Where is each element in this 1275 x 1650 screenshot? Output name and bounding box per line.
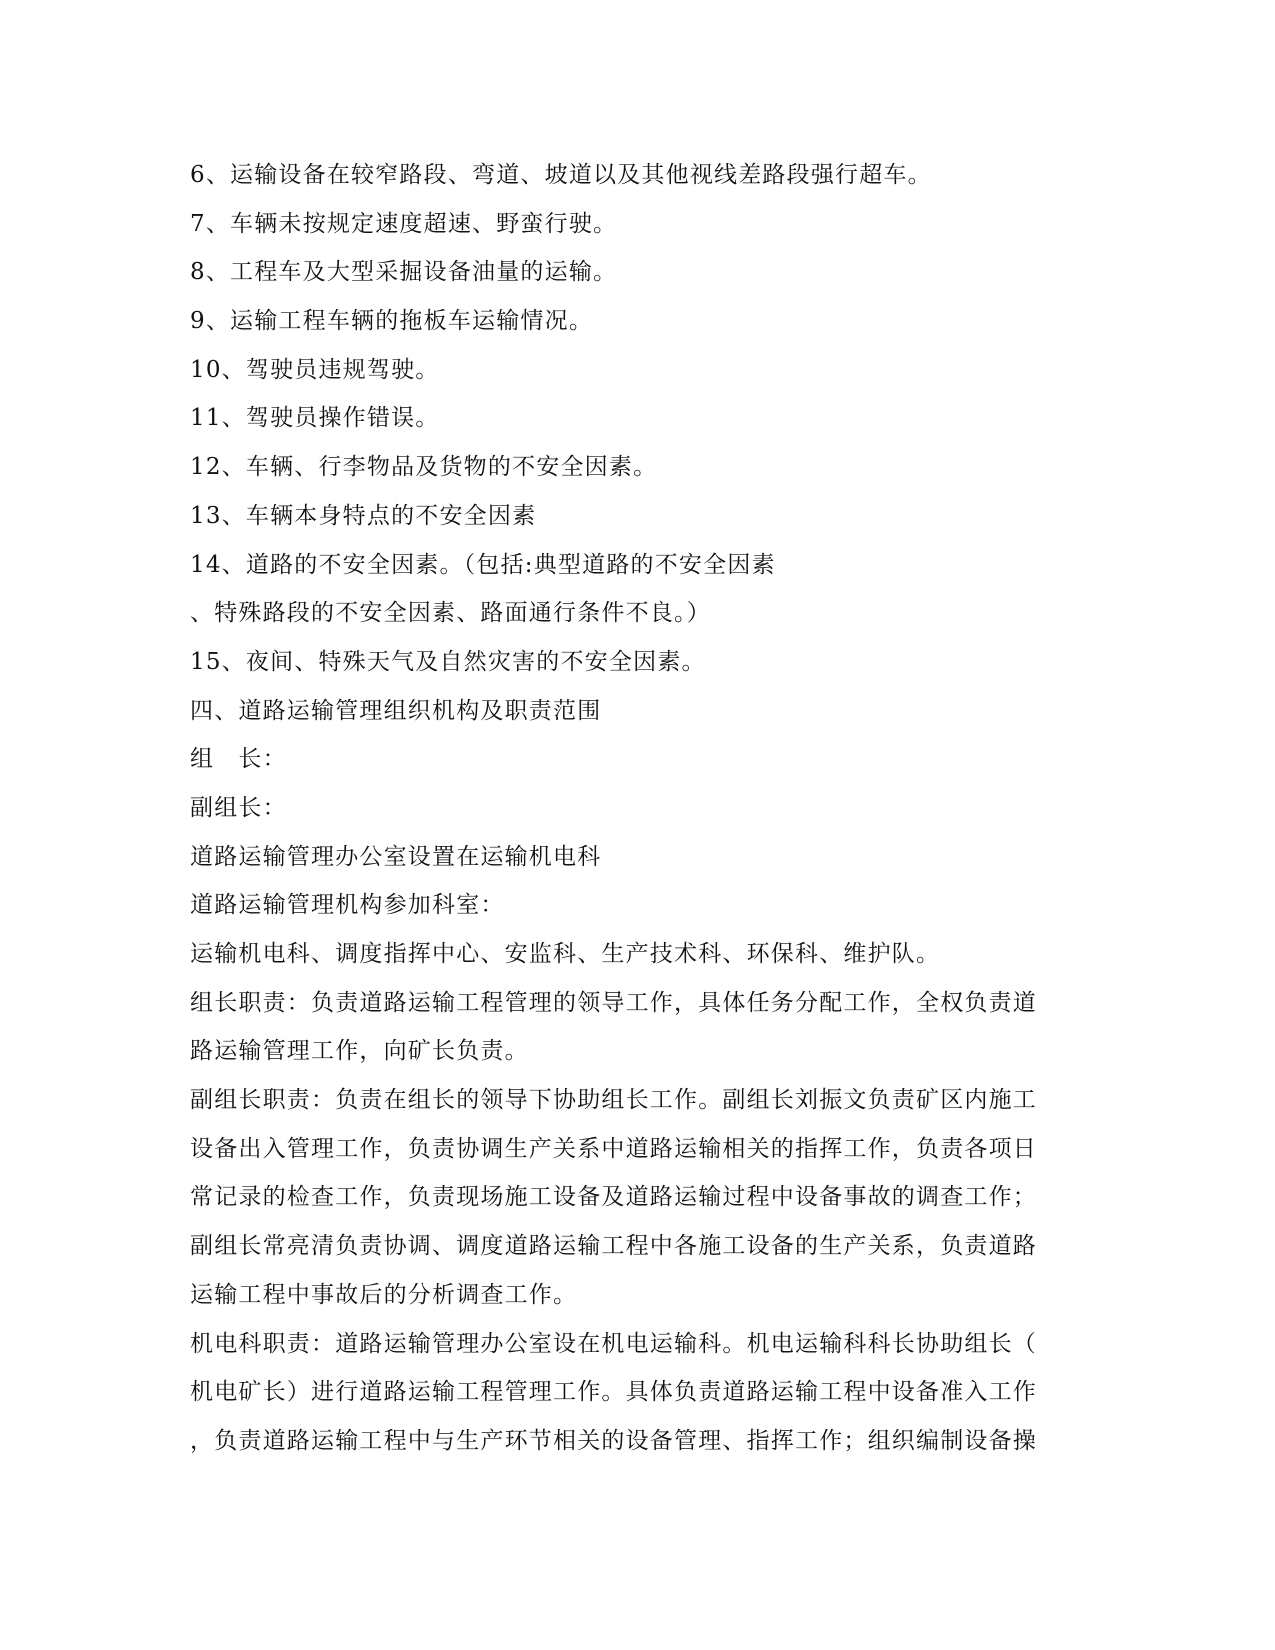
- text-line: 组 长：: [190, 746, 287, 773]
- text-line: 道路运输管理办公室设置在运输机电科: [190, 843, 602, 870]
- text-line: 运输工程中事故后的分析调查工作。: [190, 1281, 578, 1308]
- text-line: 13、车辆本身特点的不安全因素: [190, 502, 537, 529]
- text-line: ，负责道路运输工程中与生产环节相关的设备管理、指挥工作；组织编制设备操: [190, 1427, 1037, 1454]
- text-line: 运输机电科、调度指挥中心、安监科、生产技术科、环保科、维护队。: [190, 941, 941, 967]
- text-line: 14、道路的不安全因素。（包括:典型道路的不安全因素: [190, 551, 776, 578]
- text-line: 设备出入管理工作，负责协调生产关系中道路运输相关的指挥工作，负责各项日: [190, 1135, 1037, 1162]
- text-line: 机电矿长）进行道路运输工程管理工作。具体负责道路运输工程中设备准入工作: [190, 1379, 1037, 1406]
- text-line: 机电科职责：道路运输管理办公室设在机电运输科。机电运输科科长协助组长（: [190, 1330, 1037, 1357]
- text-line: 7、车辆未按规定速度超速、野蛮行驶。: [190, 210, 618, 237]
- text-line: 路运输管理工作，向矿长负责。: [190, 1038, 529, 1065]
- text-line: 道路运输管理机构参加科室：: [190, 892, 505, 919]
- text-line: 10、驾驶员违规驾驶。: [190, 356, 440, 383]
- text-line: 9、运输工程车辆的拖板车运输情况。: [190, 308, 594, 335]
- section-heading: 四、道路运输管理组织机构及职责范围: [190, 697, 602, 724]
- text-line: 11、驾驶员操作错误。: [190, 405, 440, 432]
- text-line: 常记录的检查工作，负责现场施工设备及道路运输过程中设备事故的调查工作；: [190, 1184, 1037, 1211]
- text-line: 副组长：: [190, 794, 287, 821]
- text-line: 副组长常亮清负责协调、调度道路运输工程中各施工设备的生产关系，负责道路: [190, 1233, 1037, 1260]
- text-line: 组长职责：负责道路运输工程管理的领导工作，具体任务分配工作，全权负责道: [190, 989, 1037, 1016]
- text-line: 15、夜间、特殊天气及自然灾害的不安全因素。: [190, 648, 706, 675]
- document-body: [190, 151, 1070, 1466]
- text-line: 12、车辆、行李物品及货物的不安全因素。: [190, 454, 658, 481]
- text-line: 6、运输设备在较窄路段、弯道、坡道以及其他视线差路段强行超车。: [190, 162, 932, 188]
- text-line: 副组长职责：负责在组长的领导下协助组长工作。副组长刘振文负责矿区内施工: [190, 1087, 1037, 1114]
- text-line: 8、工程车及大型采掘设备油量的运输。: [190, 259, 618, 286]
- text-line: 、特殊路段的不安全因素、路面通行条件不良。）: [190, 600, 711, 627]
